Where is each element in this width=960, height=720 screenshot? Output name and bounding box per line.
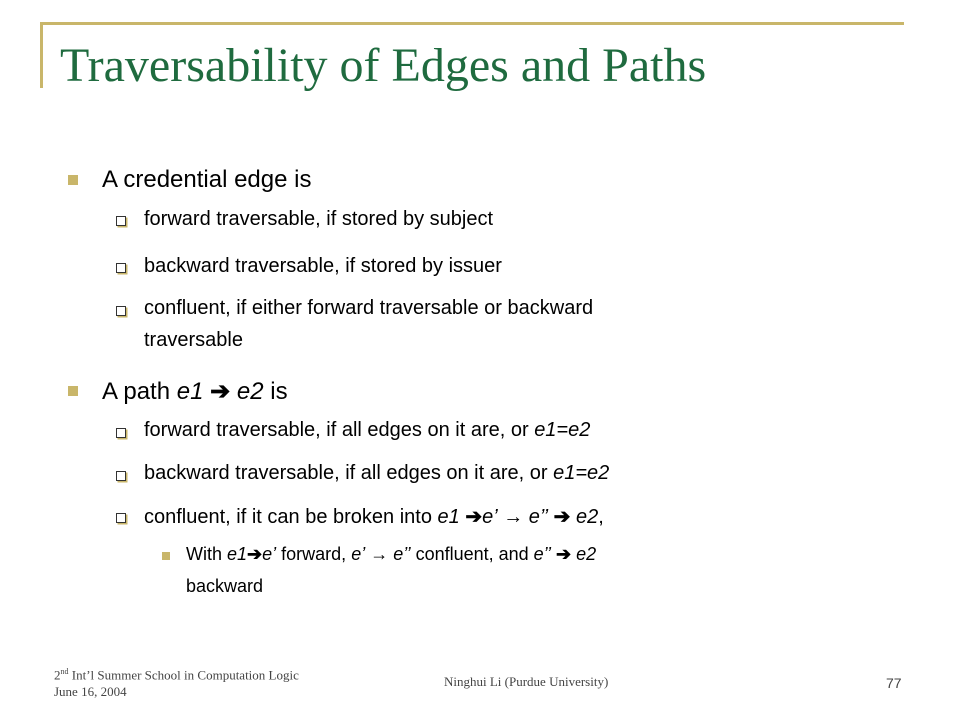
footer-author: Ninghui Li (Purdue University): [444, 674, 609, 689]
subsub-with-line2: backward: [186, 576, 264, 596]
path-backward-eq: e1=e2: [553, 462, 610, 484]
with-e2: e2: [576, 544, 597, 564]
footer-ordinal-sup: nd: [60, 667, 69, 676]
with-eprime: e’: [262, 544, 277, 564]
with-edoubleprime: e’’: [393, 544, 411, 564]
sub-path-backward: [144, 462, 609, 485]
bullet-credential-edge: A credential edge is: [102, 166, 312, 193]
thick-arrow-icon: ➔: [465, 506, 483, 528]
sub-forward-traversable: forward traversable, if stored by subject: [144, 208, 494, 230]
sub-backward-traversable: backward traversable, if stored by issuer: [144, 255, 502, 277]
with-confluent: confluent, and: [410, 544, 534, 564]
bullet-hollow-square-icon: [116, 428, 126, 438]
bullet-hollow-square-icon: [116, 263, 126, 273]
slide-title: Traversability of Edges and Paths: [60, 39, 707, 92]
subsub-with-line1: [186, 544, 596, 565]
with-edoubleprime2: e’’: [533, 544, 552, 564]
frame-top-line: [40, 22, 904, 25]
bullet-square-icon: [68, 386, 78, 396]
frame-left-line: [40, 22, 43, 88]
thin-arrow-icon: →: [370, 544, 389, 564]
bullet-square-icon: [68, 175, 78, 185]
sub-path-confluent: [144, 504, 604, 529]
path-confluent-edoubleprime: e’’: [528, 506, 549, 528]
path-confluent-text: confluent, if it can be broken into: [144, 506, 438, 528]
path-confluent-eprime: e’: [482, 506, 498, 528]
footer-event-name: Int’l Summer School in Computation Logic: [68, 667, 299, 683]
path-e1: e1: [176, 378, 204, 405]
path-forward-eq: e1=e2: [534, 419, 591, 441]
sub-confluent-line2: traversable: [144, 329, 243, 351]
sub-confluent-line1: confluent, if either forward traversable or backward: [144, 297, 594, 319]
footer-date: June 16, 2004: [54, 684, 127, 700]
with-eprime2: e’: [351, 544, 366, 564]
bullet-hollow-square-icon: [116, 216, 126, 226]
with-text: With: [186, 544, 228, 564]
path-text: A path: [102, 378, 177, 405]
with-e1: e1: [227, 544, 248, 564]
path-e2: e2: [236, 378, 264, 405]
page-number: 77: [886, 675, 902, 691]
path-backward-text: backward traversable, if all edges on it are, or: [144, 462, 554, 484]
path-is: is: [263, 378, 288, 405]
thick-arrow-icon: ➔: [556, 544, 572, 564]
thin-arrow-icon: →: [503, 506, 524, 528]
footer-ordinal: 2: [54, 667, 61, 683]
bullet-hollow-square-icon: [116, 513, 126, 523]
bullet-square-icon: [162, 552, 170, 560]
bullet-path: [102, 377, 288, 406]
with-forward: forward,: [276, 544, 352, 564]
thick-arrow-icon: ➔: [553, 506, 571, 528]
thick-arrow-icon: ➔: [210, 378, 231, 405]
path-confluent-e1: e1: [437, 506, 460, 528]
thick-arrow-icon: ➔: [247, 544, 263, 564]
sub-path-forward: [144, 419, 590, 442]
path-forward-text: forward traversable, if all edges on it are, or: [144, 419, 535, 441]
bullet-hollow-square-icon: [116, 306, 126, 316]
footer-event: [54, 663, 299, 700]
path-confluent-e2: e2: [575, 506, 599, 528]
footer-event-line1: [54, 663, 299, 683]
bullet-hollow-square-icon: [116, 471, 126, 481]
path-confluent-comma: ,: [598, 506, 604, 528]
